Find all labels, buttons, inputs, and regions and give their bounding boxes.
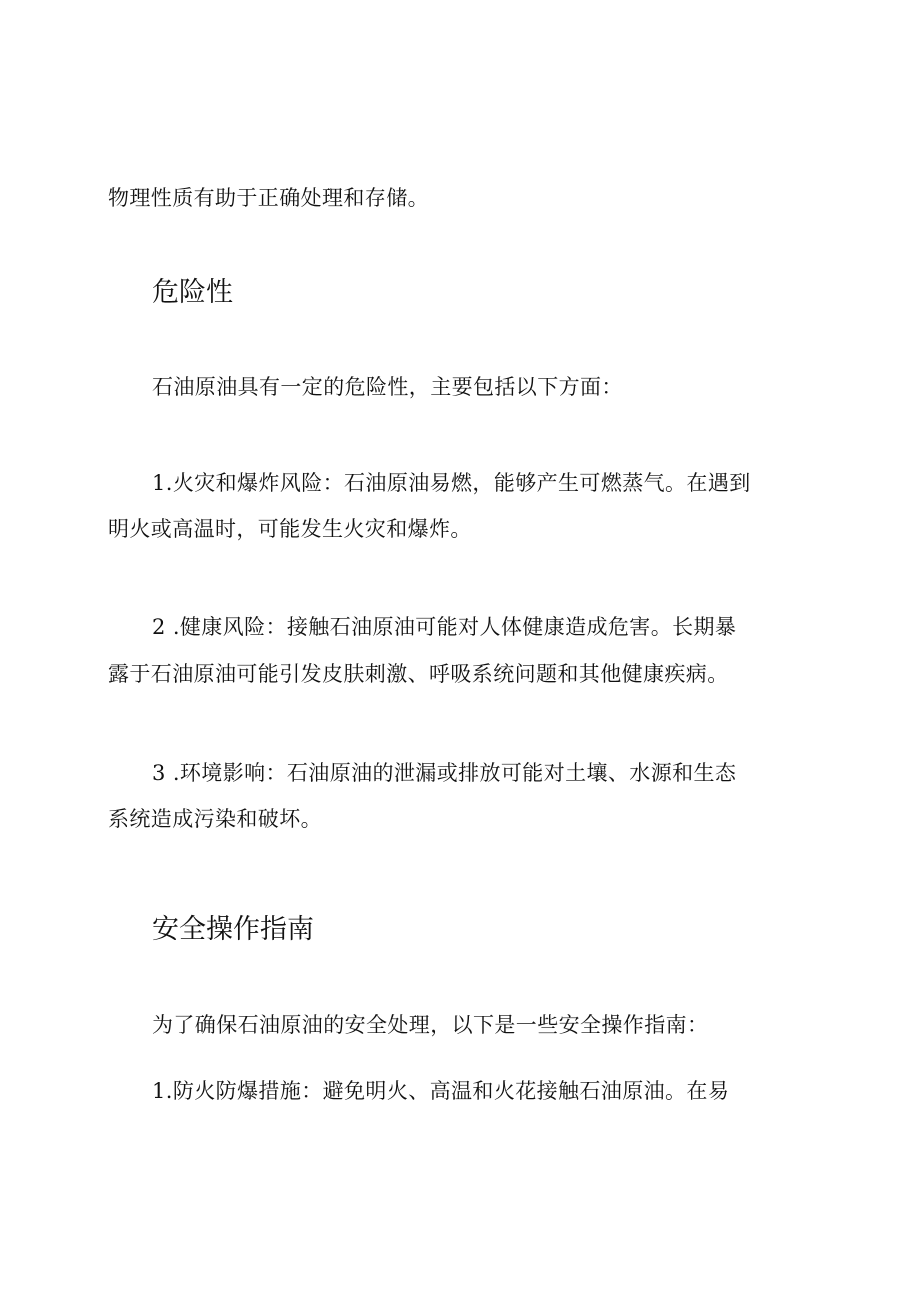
safety-item-1-line-1: 1.防火防爆措施：避免明火、高温和火花接触石油原油。在易 [152,1079,730,1103]
hazard-item-2-line-1: 2 .健康风险：接触石油原油可能对人体健康造成危害。长期暴 [152,615,737,639]
section-heading-safety-guide: 安全操作指南 [152,914,314,945]
hazard-item-3-line-1: 3 .环境影响：石油原油的泄漏或排放可能对土壤、水源和生态 [152,761,737,785]
hazard-item-3-line-2: 系统造成污染和破坏。 [108,807,322,831]
continuation-paragraph: 物理性质有助于正确处理和存储。 [108,186,429,210]
hazard-item-2-line-2: 露于石油原油可能引发皮肤刺激、呼吸系统问题和其他健康疾病。 [108,662,729,686]
hazard-item-1-line-1: 1.火灾和爆炸风险：石油原油易燃，能够产生可燃蒸气。在遇到 [152,471,751,495]
hazards-intro-paragraph: 石油原油具有一定的危险性，主要包括以下方面： [152,375,623,399]
section-heading-hazards: 危险性 [152,277,233,308]
safety-intro-paragraph: 为了确保石油原油的安全处理，以下是一些安全操作指南： [152,1013,709,1037]
hazard-item-1-line-2: 明火或高温时，可能发生火灾和爆炸。 [108,517,472,541]
